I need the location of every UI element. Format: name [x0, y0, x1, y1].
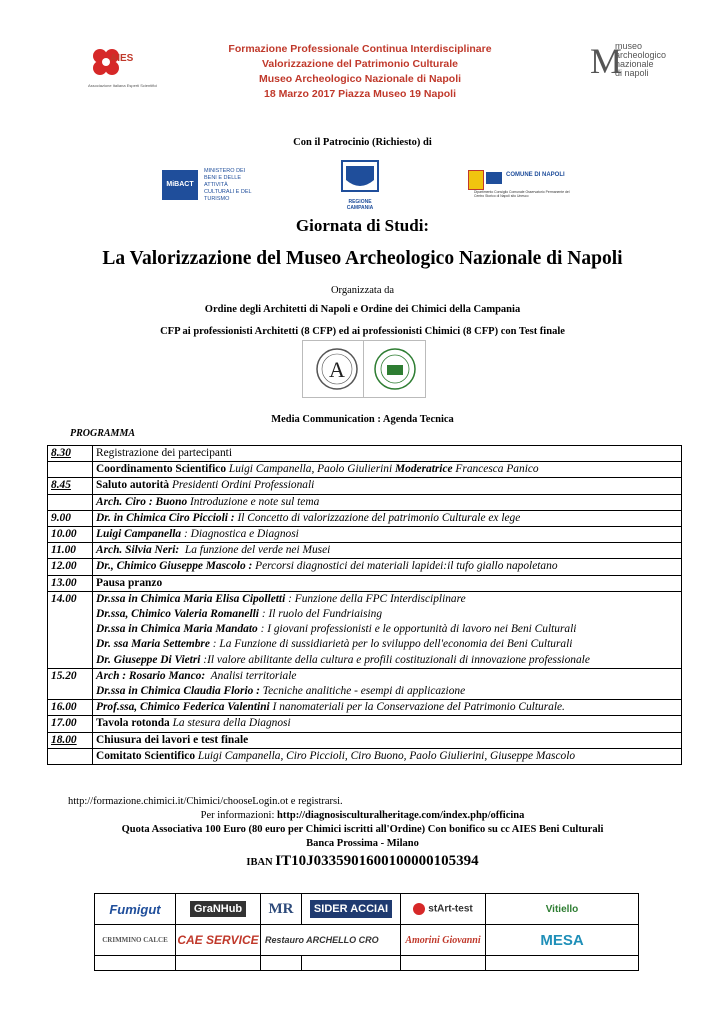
time-cell [48, 494, 93, 510]
agenda-cell: Arch : Rosario Manco: Analisi territoriale Dr.ssa in Chimica Claudia Florio : Tecniche analitiche - esempi di applicazione [93, 668, 682, 699]
time-cell: 8.30 [48, 446, 93, 462]
header-line-4: 18 Marzo 2017 Piazza Museo 19 Napoli [264, 88, 456, 100]
time-cell: 16.00 [48, 700, 93, 716]
agenda-cell: Luigi Campanella : Diagnostica e Diagnosi [93, 527, 682, 543]
programma-label: PROGRAMMA [70, 428, 136, 439]
table-row [48, 575, 682, 591]
iban-number: IT10J0335901600100000105394 [275, 853, 479, 869]
agenda-cell: Arch. Silvia Neri: La funzione del verde nei Musei [93, 543, 682, 559]
agenda-cell: Arch. Ciro : Buono Introduzione e note sul tema [93, 494, 682, 510]
time-cell: 9.00 [48, 510, 93, 526]
aies-logo-text: AIES [110, 53, 134, 64]
agenda-cell: Coordinamento Scientifico Luigi Campanella, Paolo Giulierini Moderatrice Francesca Panico [93, 462, 682, 478]
time-cell: 17.00 [48, 716, 93, 732]
table-row [48, 478, 682, 494]
registration-link[interactable]: http://formazione.chimici.it/Chimici/chooseLogin.ot e registrarsi. [68, 796, 343, 807]
sponsor-mesa-logo: MESA [486, 925, 639, 956]
sponsor-crimmino-logo: CRIMMINO CALCE [95, 925, 176, 956]
time-cell: 18.00 [48, 732, 93, 748]
sponsor-vitiello-logo: Vitiello [486, 894, 639, 925]
aies-subtitle: Associazione Italiana Esperti Scientifici [88, 83, 158, 88]
time-cell [48, 462, 93, 478]
agenda-cell: Chiusura dei lavori e test finale [93, 732, 682, 748]
mann-logo-text: museo archeologico nazionale di napoli [615, 41, 667, 78]
agenda-cell: Registrazione dei partecipanti [93, 446, 682, 462]
agenda-cell: Pausa pranzo [93, 575, 682, 591]
header-line-1: Formazione Professionale Continua Interdisciplinare [228, 43, 492, 55]
bank-name: Banca Prossima - Milano [306, 838, 419, 849]
mann-logo-mark: M [590, 41, 623, 81]
time-cell: 12.00 [48, 559, 93, 575]
mibact-logo: MiBACT MINISTERO DEI BENI E DELLE ATTIVITÀ CULTURALI E DEL TURISMO [162, 166, 252, 202]
sponsor-sider-logo: SIDER ACCIAI [310, 900, 392, 918]
agenda-cell: Dr. in Chimica Ciro Piccioli : Il Concetto di valorizzazione del patrimonio Culturale ex lege [93, 510, 682, 526]
info-line: Per informazioni: http://diagnosisculturalheritage.com/index.php/officina [200, 810, 525, 821]
agenda-cell: Prof.ssa, Chimico Federica Valentini I nanomateriali per la Conservazione del Patrimonio Culturale. [93, 700, 682, 716]
table-row [48, 591, 682, 668]
organizers: Ordine degli Architetti di Napoli e Ordine dei Chimici della Campania [204, 304, 521, 315]
play-icon [413, 903, 425, 915]
table-row [48, 700, 682, 716]
agenda-cell: Saluto autorità Presidenti Ordini Professionali [93, 478, 682, 494]
patrocinio-text: Con il Patrocinio (Richiesto) di [293, 137, 432, 148]
time-cell: 11.00 [48, 543, 93, 559]
cfp-credits: CFP ai professionisti Architetti (8 CFP) ed ai professionisti Chimici (8 CFP) con Test finale [160, 326, 565, 337]
table-row [48, 446, 682, 462]
table-row [48, 462, 682, 478]
media-communication: Media Communication : Agenda Tecnica [271, 414, 454, 425]
order-logos-box [302, 340, 426, 398]
agenda-cell: Dr., Chimico Giuseppe Mascolo : Percorsi diagnostici dei materiali lapidei:il tufo giallo napoletano [93, 559, 682, 575]
agenda-cell: Tavola rotonda La stesura della Diagnosi [93, 716, 682, 732]
event-header [180, 42, 540, 102]
header-line-3: Museo Archeologico Nazionale di Napoli [258, 73, 462, 85]
time-cell: 10.00 [48, 527, 93, 543]
header-line-2: Valorizzazione del Patrimonio Culturale [261, 58, 459, 70]
sponsor-amorini-logo: Amorini Giovanni [401, 925, 486, 956]
agenda-cell: Dr.ssa in Chimica Maria Elisa Cipolletti : Funzione della FPC Interdisciplinare Dr.ssa, Chimico Valeria Romanelli : Il ruolo del Fundriaising Dr.ssa in Chimica Maria Mandato : I giovani professionisti e le opportunità di lavoro nei Beni Culturali Dr. ssa Maria Settembre : La Funzione di sussidiarietà per lo sviluppo dell'economia dei Beni Culturali Dr. Giuseppe Di Vietri :Il valore abilitante della cultura e profili costituzionali di innovazione professionale [93, 591, 682, 668]
sponsor-mr-logo: MR [261, 894, 302, 925]
table-row [48, 527, 682, 543]
fee-info: Quota Associativa 100 Euro (80 euro per Chimici iscritti all'Ordine) Con bonifico su cc AIES Beni Culturali [121, 824, 604, 835]
time-cell: 8.45 [48, 478, 93, 494]
coat-of-arms-icon [468, 170, 484, 190]
chemists-seal-icon [373, 347, 417, 391]
table-row [48, 494, 682, 510]
sponsor-startest-logo: stArt-test [401, 894, 486, 925]
organized-by: Organizzata da [330, 285, 395, 296]
table-row [48, 543, 682, 559]
table-row [48, 716, 682, 732]
time-cell [48, 748, 93, 764]
event-subtitle: Giornata di Studi: [295, 216, 430, 235]
comune-napoli-logo: COMUNE DI NAPOLI Dipartimento Consiglio Comunale Osservatorio Permanente del Centro Storico di Napoli sito Unesco [468, 166, 578, 202]
program-table [47, 445, 682, 765]
sponsor-granhub-logo: GraNHub [190, 901, 246, 917]
event-title: La Valorizzazione del Museo Archeologico Nazionale di Napoli [102, 248, 623, 269]
sponsor-caeservice-logo: CAE SERVICE [176, 925, 261, 956]
info-link[interactable]: http://diagnosisculturalheritage.com/index.php/officina [277, 810, 525, 821]
time-cell: 14.00 [48, 591, 93, 668]
sponsors-table [94, 893, 639, 971]
table-row [48, 748, 682, 764]
table-row [48, 559, 682, 575]
table-row [48, 732, 682, 748]
sponsor-fumigut-logo: Fumigut [95, 894, 176, 925]
sponsor-restauro-logo: Restauro ARCHELLO CRO [261, 925, 401, 956]
svg-text:A: A [329, 357, 345, 382]
eu-flag-icon [486, 172, 502, 184]
time-cell: 15.20 [48, 668, 93, 699]
table-row [48, 668, 682, 699]
agenda-cell: Comitato Scientifico Luigi Campanella, Ciro Piccioli, Ciro Buono, Paolo Giulierini, Giuseppe Mascolo [93, 748, 682, 764]
table-row [48, 510, 682, 526]
iban: IBAN IT10J0335901600100000105394 [246, 853, 479, 869]
architects-seal-icon [315, 347, 359, 391]
time-cell: 13.00 [48, 575, 93, 591]
regione-campania-logo: REGIONE CAMPANIA [340, 160, 380, 204]
